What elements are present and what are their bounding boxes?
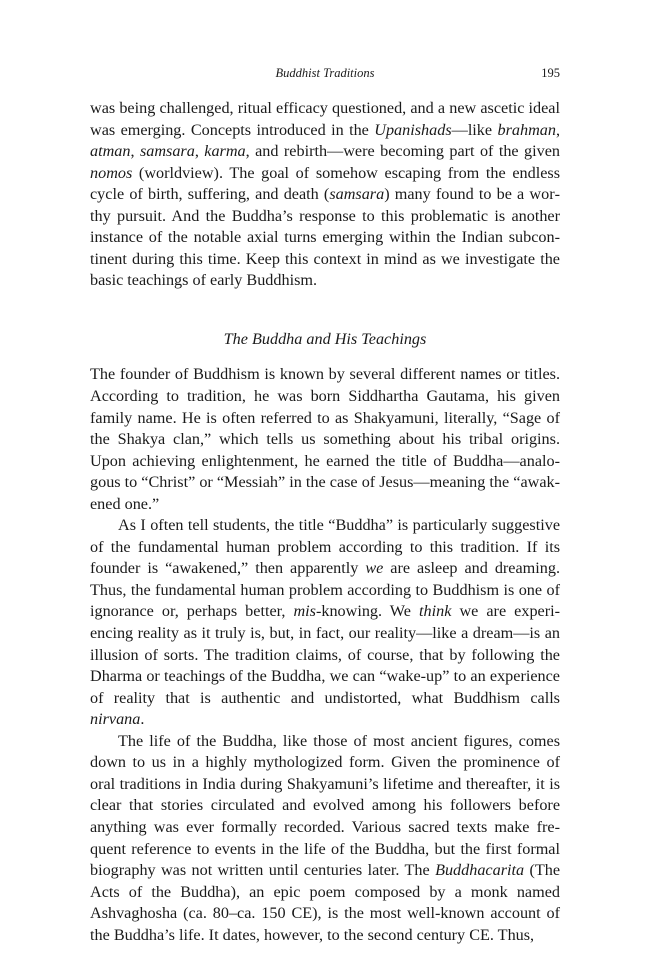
section-heading: The Buddha and His Teachings [223,329,427,348]
text-run: As I often tell students, the title “Buddha” is particularly suggestive of the fundamental human problem according to this tradition. If its founder is “awakened,” then apparently [90,516,560,578]
paragraph-4 [90,731,560,946]
running-head [90,66,560,86]
text-run: ) many found to be a worthy pursuit. And the Buddha’s response to this problematic is another instance of the notable axial turns emerging within the Indian subcontinent during this time. Keep this context in mind as we investigate the basic teachings of early Buddhism. [90,185,560,290]
text-run: , and rebirth—were becoming part of the given [245,142,561,161]
text-run: —like [451,120,498,139]
paragraph-1 [90,98,560,292]
text-run: , [130,142,140,161]
italic-term: samsara [139,142,195,161]
italic-term: Buddhacarita [435,861,525,880]
italic-term: we [365,559,384,578]
text-run: was being challenged, ritual efficacy questioned, and a new ascetic ideal was emerging. Concepts introduced in the [90,99,560,139]
paragraph-3 [90,515,560,730]
text-run: (The Acts of the Buddha), an epic poem composed by a monk named Ashvaghosha (ca. 80–ca. 150 CE), is the most well-known account of the Buddha’s life. It dates, however, to the second century CE. Thus, [90,861,561,944]
text-run: . [140,710,145,729]
italic-term: samsara [329,185,385,204]
text-run: The life of the Buddha, like those of most ancient figures, comes down to us in a highly mythologized form. Given the prominence of oral traditions in India during Shakyamuni’s lifetime and thereafter, it is clear that stories circulated and evolved among his followers before anything was ever formally recorded. Various sacred texts make frequent reference to events in the life of the Buddha, but the first formal biography was not written until centuries later. The [90,731,560,880]
paragraph-2: The founder of Buddhism is known by several different names or titles. According to tradition, he was born Siddhartha Gautama, his given family name. He is often referred to as Shakyamuni, literally, “Sage of the Shakya clan,” which tells us something about his tribal origins. Upon achieving enlightenment, he earned the title of Buddha—analogous to “Christ” or “Messiah” in the case of Jesus—meaning the “awakened one.” [90,365,560,513]
page-number: 195 [541,66,560,80]
text-run: , [555,120,560,139]
italic-term: atman [90,142,131,161]
italic-term: Upanishads [374,120,452,139]
italic-term: nirvana [90,710,141,729]
text-run: (worldview). The goal of somehow escaping from the endless cycle of birth, suffering, and death ( [90,163,560,204]
page-body [90,98,560,946]
text-run: we are experiencing reality as it truly is, but, in fact, our reality—like a dream—is an illusion of sorts. The tradition claims, of course, that by following the Dharma or teachings of the Buddha, we can “wake-up” to an experience of reality that is authentic and undistorted, what Buddhism calls [90,602,561,707]
text-run: , [194,142,205,161]
italic-term: mis [293,602,316,621]
italic-term: karma [204,142,246,161]
italic-term: nomos [90,163,133,182]
running-title: Buddhist Traditions [275,66,375,80]
text-run: are asleep and dreaming. Thus, the fundamental human problem according to Buddhism is one of ignorance or, perhaps better, [90,559,560,621]
italic-term: brahman [497,120,556,139]
text-run: -knowing. We [315,602,420,621]
italic-term: think [419,602,452,621]
